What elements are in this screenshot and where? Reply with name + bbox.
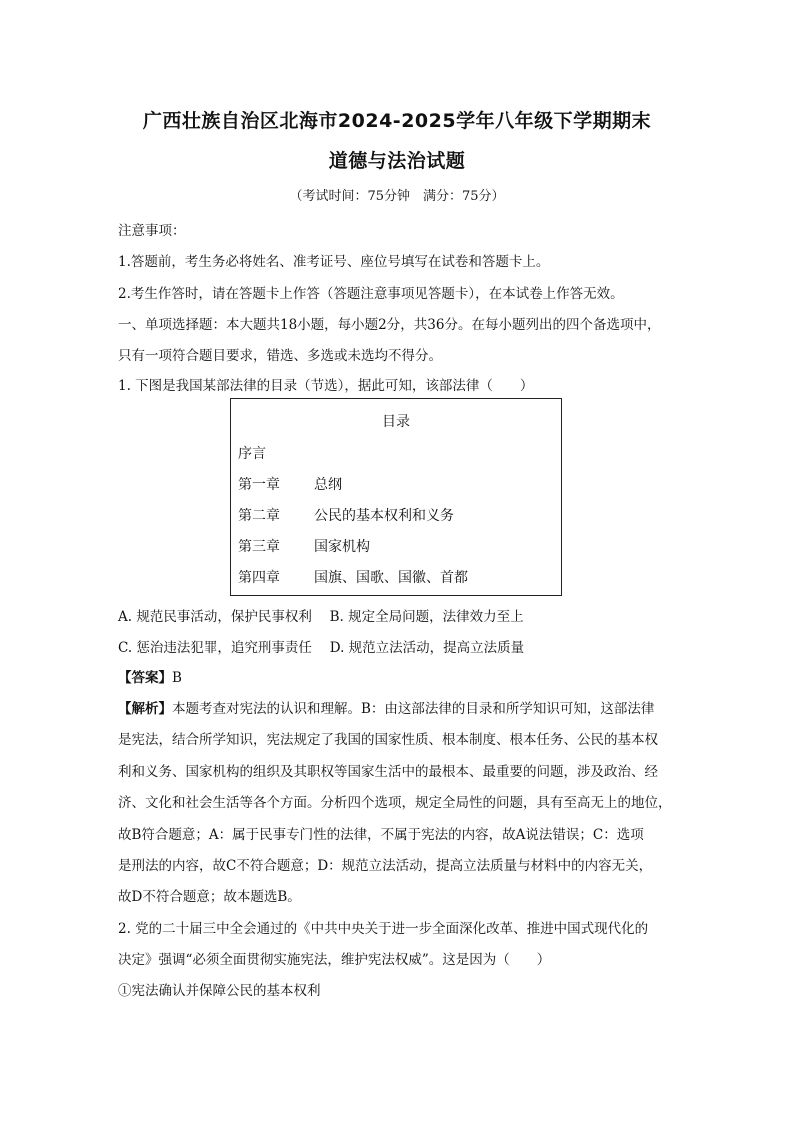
- exam-title-line2: 道德与法治试题: [328, 150, 466, 172]
- analysis-line: [118, 697, 654, 717]
- analysis-line: 利和义务、国家机构的组织及其职权等国家生活中的最根本、最重要的问题，涉及政治、经: [118, 764, 658, 780]
- notice-heading: 注意事项：: [118, 223, 186, 239]
- toc-chapter: 第一章: [238, 477, 280, 493]
- analysis-line: 是宪法，结合所学知识，宪法规定了我国的国家性质、根本制度、根本任务、公民的基本权: [118, 732, 658, 748]
- exam-title-line1: 广西壮族自治区北海市2024-2025学年八年级下学期期末: [142, 110, 652, 132]
- toc-row: [238, 567, 468, 587]
- toc-chapter-name: 国旗、国歌、国徽、首都: [314, 570, 468, 586]
- analysis-line: 是刑法的内容，故C不符合题意；D：规范立法活动，提高立法质量与材料中的内容无关，: [118, 858, 653, 874]
- analysis-text: 本题考查对宪法的认识和理解。B：由这部法律的目录和所学知识可知，这部法律: [172, 701, 655, 717]
- section-instructions-line2: 只有一项符合题目要求，错选、多选或未选均不得分。: [118, 348, 442, 364]
- analysis-label: 【解析】: [118, 701, 172, 717]
- toc-chapter-name: 总纲: [314, 477, 342, 493]
- toc-chapter-name: 公民的基本权利和义务: [314, 508, 454, 524]
- toc-chapter-name: 国家机构: [314, 539, 370, 555]
- question-1-stem: 1. 下图是我国某部法律的目录（节选），据此可知，该部法律（ ）: [118, 378, 534, 394]
- notice-item-1: 1.答题前，考生务必将姓名、准考证号、座位号填写在试卷和答题卡上。: [118, 254, 550, 270]
- answer-label: 【答案】: [118, 670, 172, 686]
- toc-row: [238, 536, 370, 556]
- toc-row: [238, 474, 342, 494]
- question-2-item-1: ①宪法确认并保障公民的基本权利: [118, 983, 321, 999]
- toc-preface: 序言: [238, 446, 266, 462]
- analysis-line: 济、文化和社会生活等各个方面。分析四个选项，规定全局性的问题，具有至高无上的地位，: [118, 795, 672, 811]
- exam-time-score: （考试时间：75分钟 满分：75分）: [289, 189, 505, 204]
- toc-chapter: 第三章: [238, 539, 280, 555]
- toc-heading: 目录: [382, 414, 410, 430]
- question-1-options-ab: A. 规范民事活动，保护民事权利 B. 规定全局问题，法律效力至上: [118, 609, 524, 625]
- question-1-options-cd: C. 惩治违法犯罪，追究刑事责任 D. 规范立法活动，提高立法质量: [118, 640, 525, 656]
- answer-value: B: [172, 670, 182, 686]
- analysis-line: 故D不符合题意；故本题选B。: [118, 889, 301, 905]
- question-2-stem-line2: 决定》强调“必须全面贯彻实施宪法，维护宪法权威”。这是因为（ ）: [118, 952, 551, 968]
- toc-row: [238, 505, 454, 525]
- analysis-line: 故B符合题意；A：属于民事专门性的法律，不属于宪法的内容，故A说法错误；C：选项: [118, 827, 644, 843]
- toc-chapter: 第四章: [238, 570, 280, 586]
- section-instructions-line1: 一、单项选择题：本大题共18小题，每小题2分，共36分。在每小题列出的四个备选项中，: [118, 317, 661, 333]
- law-table-of-contents: [230, 398, 562, 596]
- question-2-stem-line1: 2. 党的二十届三中全会通过的《中共中央关于进一步全面深化改革、推进中国式现代化的: [118, 921, 649, 937]
- notice-item-2: 2.考生作答时，请在答题卡上作答（答题注意事项见答题卡），在本试卷上作答无效。: [118, 286, 624, 302]
- answer-line: [118, 666, 182, 686]
- toc-chapter: 第二章: [238, 508, 280, 524]
